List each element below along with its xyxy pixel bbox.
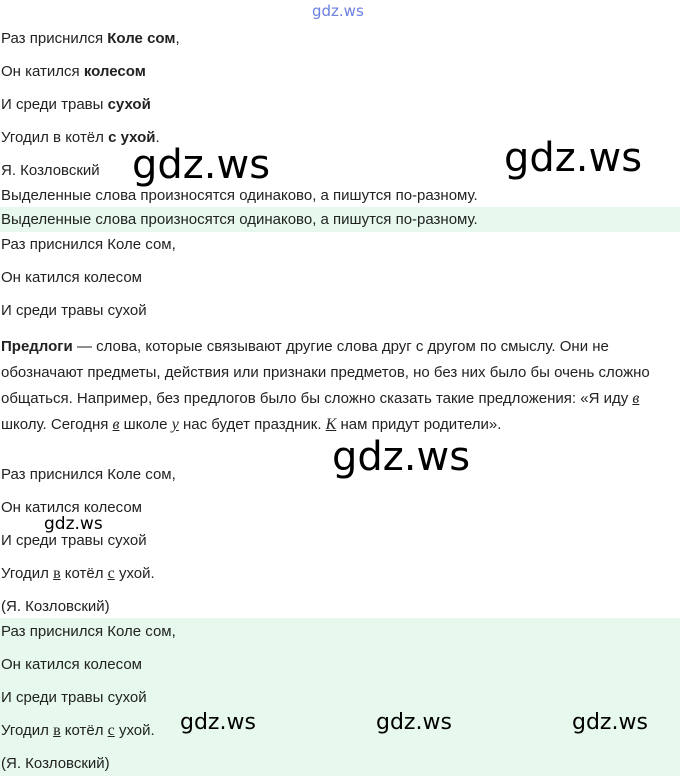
poem4-line4: Угодил в котёл с ухой. xyxy=(1,722,155,739)
poem3-line1: Раз приснился Коле сом, xyxy=(1,466,176,483)
header-watermark: gdz.ws xyxy=(312,2,364,20)
poem1-line4: Угодил в котёл с ухой. xyxy=(1,129,160,146)
poem1-line3: И среди травы сухой xyxy=(1,96,151,113)
definition-term: Предлоги xyxy=(1,338,73,355)
poem4-author: (Я. Козловский) xyxy=(1,755,110,772)
preposition-example: в xyxy=(112,416,120,433)
prepositions-definition: Предлоги — слова, которые связывают другие слова друг с другом по смыслу. Они не обозначают предметы, действия или признаки предметов, но без них было бы очень сложно общаться. Например, без предлогов было бы сложно сказать такие предложения: «Я иду в школу. Сегодня в школе у нас будет праздник. К нам придут родители». xyxy=(1,338,650,433)
note-line: Выделенные слова произносятся одинаково, а пишутся по-разному. xyxy=(1,187,478,204)
poem3-author: (Я. Козловский) xyxy=(1,598,110,615)
watermark: gdz.ws xyxy=(180,710,256,735)
watermark: gdz.ws xyxy=(376,710,452,735)
watermark: gdz.ws xyxy=(504,135,643,181)
poem4-line3: И среди травы сухой xyxy=(1,689,147,706)
preposition-example: в xyxy=(632,390,640,407)
poem2-line3: И среди травы сухой xyxy=(1,302,147,319)
preposition-example: у xyxy=(171,416,179,433)
watermark: gdz.ws xyxy=(132,142,271,188)
poem3-line3: И среди травы сухой xyxy=(1,532,147,549)
watermark: gdz.ws xyxy=(332,434,471,480)
poem4-line1: Раз приснился Коле сом, xyxy=(1,623,176,640)
poem2-line2: Он катился колесом xyxy=(1,269,142,286)
poem1-line2: Он катился колесом xyxy=(1,63,146,80)
note-line-highlighted: Выделенные слова произносятся одинаково, а пишутся по-разному. xyxy=(1,211,478,228)
poem1-author: Я. Козловский xyxy=(1,162,100,179)
poem1-line1: Раз приснился Коле сом, xyxy=(1,30,180,47)
poem2-line1: Раз приснился Коле сом, xyxy=(1,236,176,253)
poem3-line4: Угодил в котёл с ухой. xyxy=(1,565,155,582)
poem4-line2: Он катился колесом xyxy=(1,656,142,673)
poem3-line2: Он катился колесом xyxy=(1,499,142,516)
preposition-example: К xyxy=(325,416,337,433)
watermark: gdz.ws xyxy=(572,710,648,735)
watermark: gdz.ws xyxy=(44,514,103,534)
